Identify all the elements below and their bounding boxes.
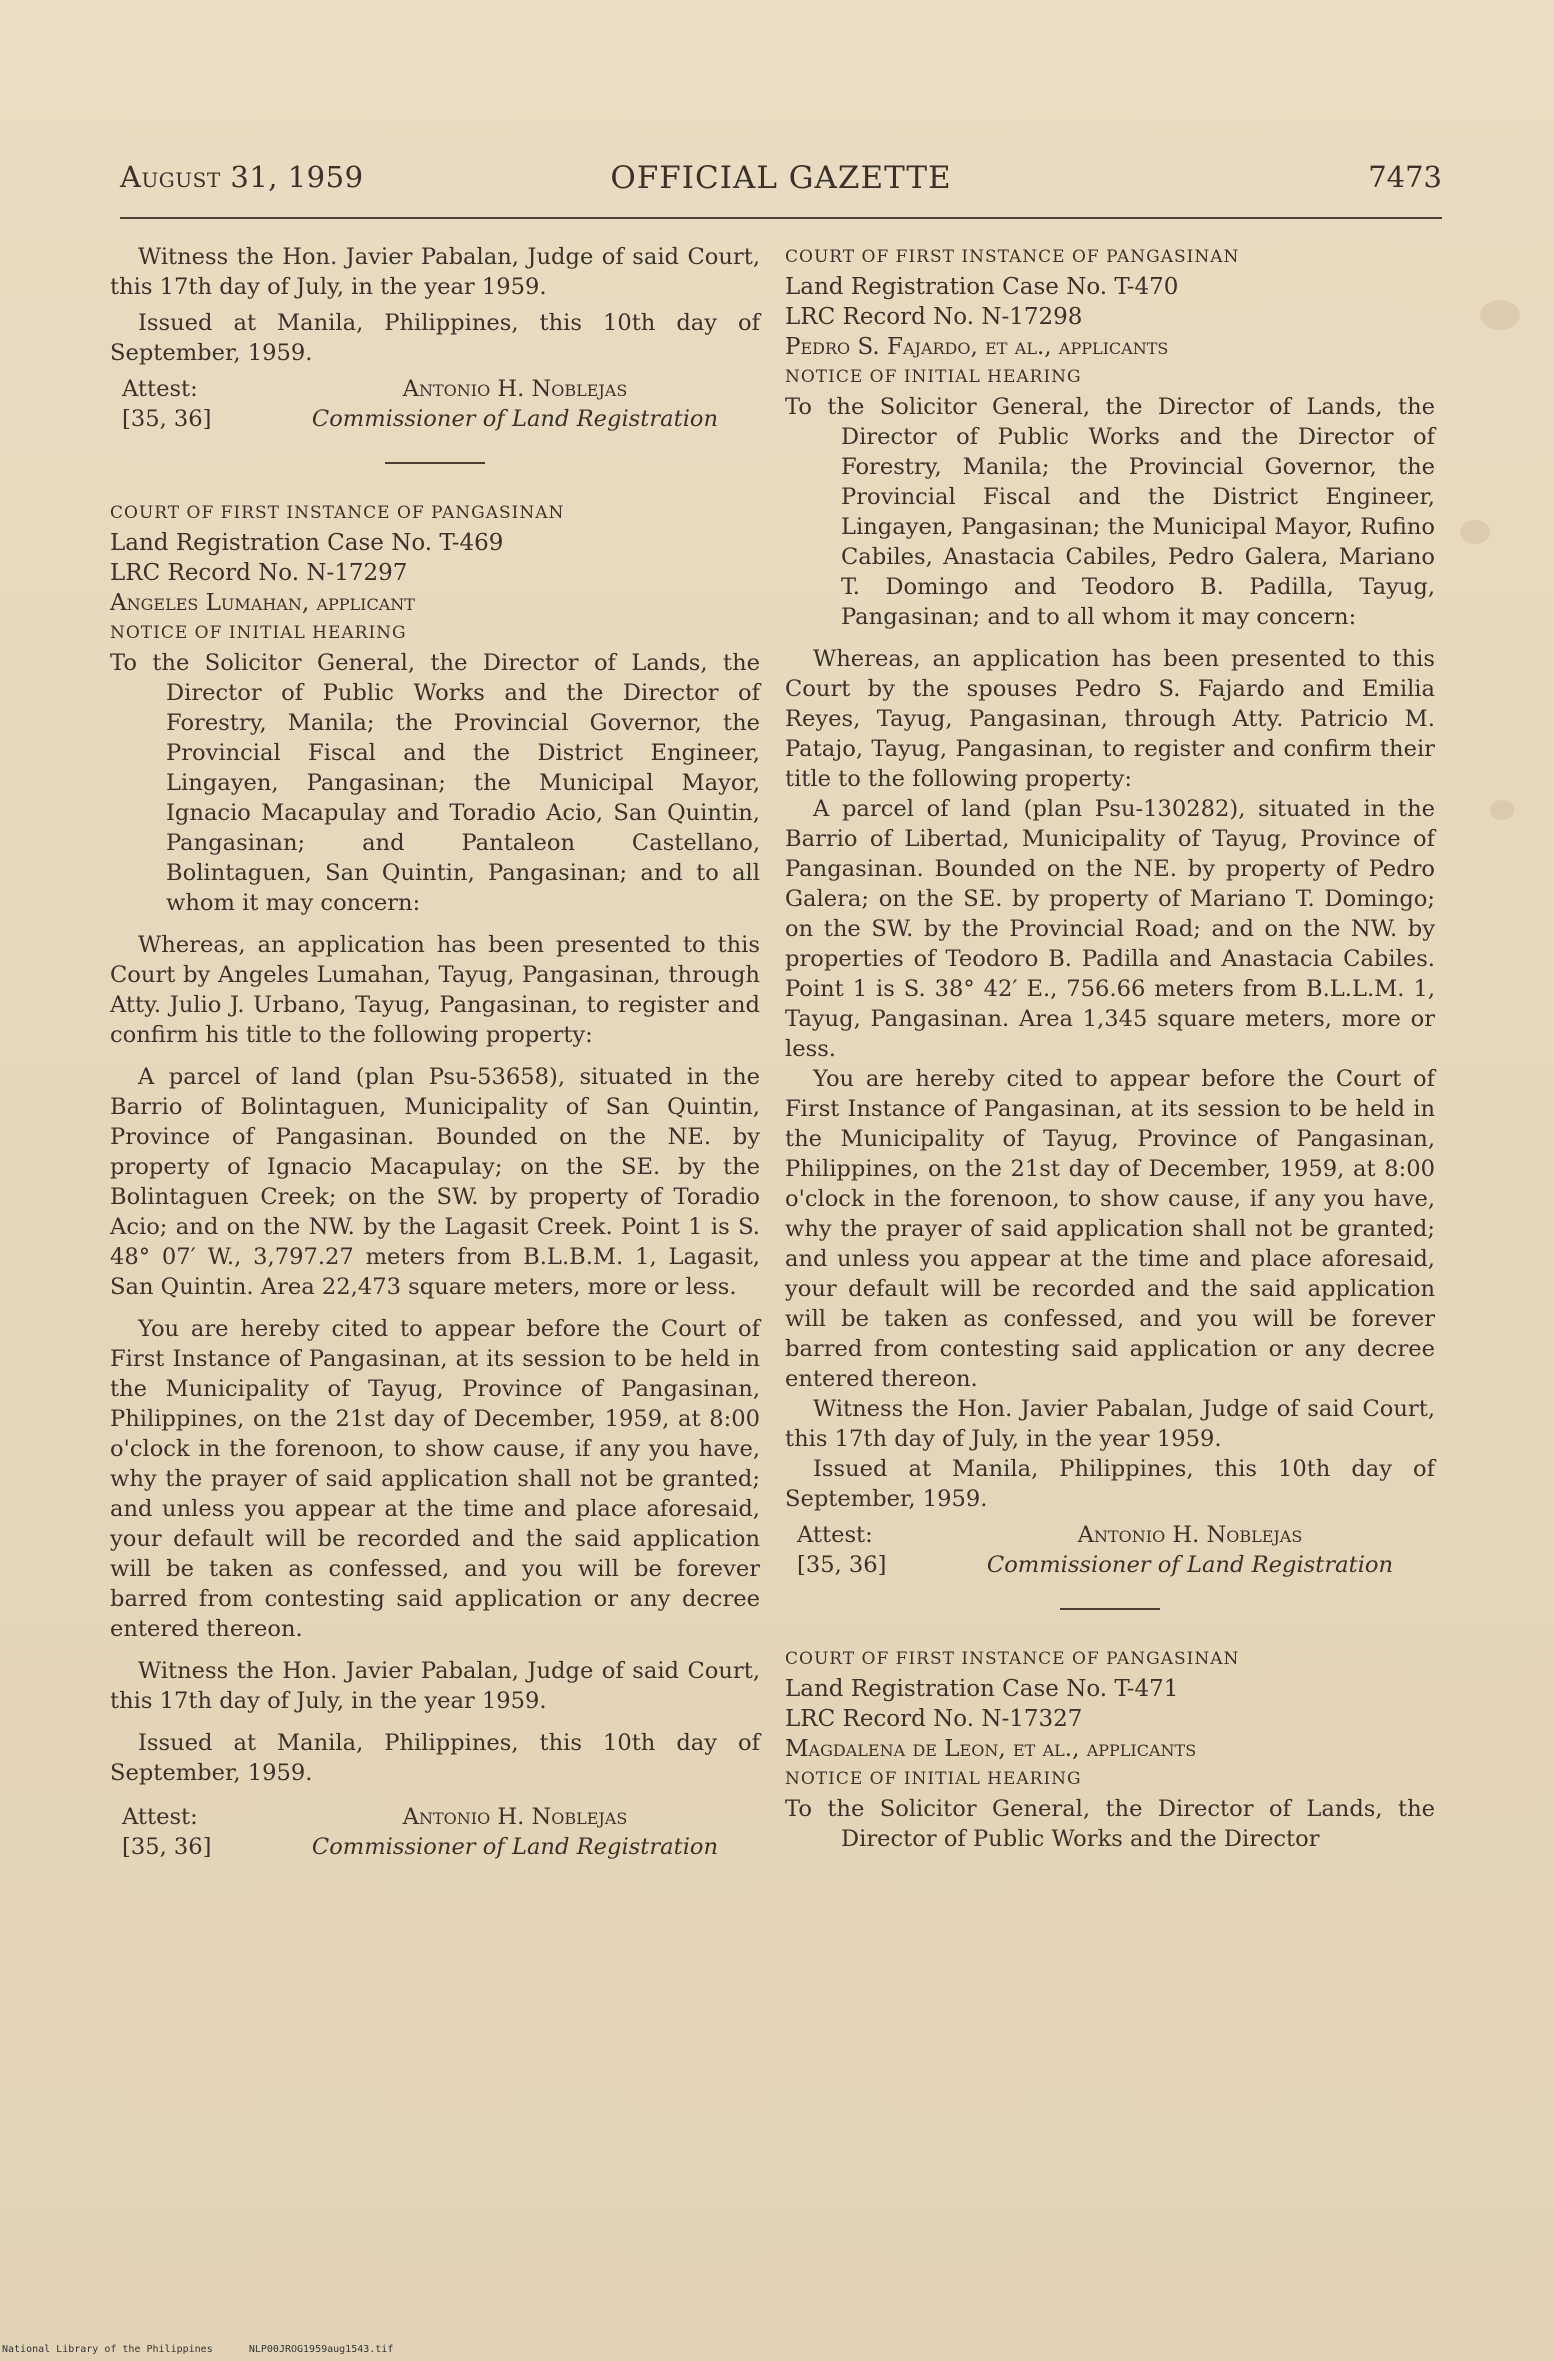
address-paragraph: To the Solicitor General, the Director of Lands, the Director of Public Works and the Director of Forestry, Manila; the Provincial Governor, the Provincial Fiscal and the District Engineer, Lingayen, Pangasinan; the Municipal Mayor, Ignacio Macapulay and Toradio Acio, San Quintin, Pangasinan; and Pantaleon Castellano, Bolintaguen, San Quintin, Pangasinan; and to all whom it may concern:	[110, 650, 760, 916]
address-paragraph: To the Solicitor General, the Director of Lands, the Director of Public Works and the Director of Forestry, Manila; the Provincial Governor, the Provincial Fiscal and the District Engineer, Lingayen, Pangasinan; the Municipal Mayor, Rufino Cabiles, Anastacia Cabiles, Pedro Galera, Mariano T. Domingo and Teodoro B. Padilla, Tayug, Pangasinan; and to all whom it may concern:	[785, 394, 1435, 630]
applicant-name: Pedro S. Fajardo, et al., applicants	[785, 334, 1169, 360]
issued-paragraph: Issued at Manila, Philippines, this 10th day of September, 1959.	[110, 310, 760, 366]
whereas-paragraph: Whereas, an application has been presented to this Court by the spouses Pedro S. Fajardo and Emilia Reyes, Tayug, Pangasinan, through Atty. Patricio M. Patajo, Tayug, Pangasinan, to register and confirm their title to the following property:	[785, 646, 1435, 792]
paper-stain	[1480, 300, 1520, 330]
record-number: LRC Record No. N-17327	[785, 1706, 1083, 1732]
reference-number: [35, 36]	[122, 406, 212, 432]
scan-footer: National Library of the Philippines NLP00JROG1959aug1543.tif	[2, 2344, 394, 2355]
paper-stain	[1460, 520, 1490, 544]
section-separator	[1060, 1608, 1160, 1610]
court-heading: COURT OF FIRST INSTANCE OF PANGASINAN	[785, 247, 1240, 267]
parcel-paragraph: A parcel of land (plan Psu-130282), situated in the Barrio of Libertad, Municipality of Tayug, Province of Pangasinan. Bounded on the NE. by property of Pedro Galera; on the SE. by property of Mariano T. Domingo; on the SW. by the Provincial Road; and on the NW. by properties of Teodoro B. Padilla and Anastacia Cabiles. Point 1 is S. 38° 42′ E., 756.66 meters from B.L.L.M. 1, Tayug, Pangasinan. Area 1,345 square meters, more or less.	[785, 796, 1435, 1062]
witness-paragraph: Witness the Hon. Javier Pabalan, Judge of said Court, this 17th day of July, in the year 1959.	[785, 1396, 1435, 1452]
court-heading: COURT OF FIRST INSTANCE OF PANGASINAN	[785, 1649, 1240, 1669]
paper-stain	[1490, 800, 1514, 820]
witness-paragraph: Witness the Hon. Javier Pabalan, Judge of said Court, this 17th day of July, in the year 1959.	[110, 244, 760, 300]
case-number: Land Registration Case No. T-469	[110, 530, 504, 556]
witness-paragraph: Witness the Hon. Javier Pabalan, Judge of said Court, this 17th day of July, in the year 1959.	[110, 1658, 760, 1714]
attest-block	[110, 374, 760, 436]
reference-number: [35, 36]	[122, 1834, 212, 1860]
attest-block	[785, 1520, 1435, 1582]
signatory-name: Antonio H. Noblejas	[1077, 1522, 1303, 1548]
whereas-paragraph: Whereas, an application has been presented to this Court by Angeles Lumahan, Tayug, Pangasinan, through Atty. Julio J. Urbano, Tayug, Pangasinan, to register and confirm his title to the following property:	[110, 932, 760, 1048]
attest-label: Attest:	[122, 376, 198, 402]
address-paragraph: To the Solicitor General, the Director of Lands, the Director of Public Works and the Director	[785, 1796, 1435, 1852]
issue-date: August 31, 1959	[120, 160, 364, 194]
notice-heading: NOTICE OF INITIAL HEARING	[785, 367, 1082, 387]
header-rule	[120, 217, 1442, 219]
applicant-name: Angeles Lumahan, applicant	[110, 590, 415, 616]
court-heading: COURT OF FIRST INSTANCE OF PANGASINAN	[110, 503, 565, 523]
record-number: LRC Record No. N-17298	[785, 304, 1083, 330]
cited-paragraph: You are hereby cited to appear before the Court of First Instance of Pangasinan, at its session to be held in the Municipality of Tayug, Province of Pangasinan, Philippines, on the 21st day of December, 1959, at 8:00 o'clock in the forenoon, to show cause, if any you have, why the prayer of said application shall not be granted; and unless you appear at the time and place aforesaid, your default will be recorded and the said application will be taken as confessed, and you will be forever barred from contesting said application or any decree entered thereon.	[110, 1316, 760, 1642]
page-number: 7473	[1368, 160, 1442, 194]
page-header	[120, 160, 1442, 210]
publication-title: OFFICIAL GAZETTE	[610, 160, 952, 196]
attest-block	[110, 1802, 760, 1864]
attest-label: Attest:	[122, 1804, 198, 1830]
applicant-name: Magdalena de Leon, et al., applicants	[785, 1736, 1197, 1762]
section-separator	[385, 462, 485, 464]
case-number: Land Registration Case No. T-470	[785, 274, 1179, 300]
parcel-paragraph: A parcel of land (plan Psu-53658), situated in the Barrio of Bolintaguen, Municipality of San Quintin, Province of Pangasinan. Bounded on the NE. by property of Ignacio Macapulay; on the SE. by the Bolintaguen Creek; on the SW. by property of Toradio Acio; and on the NW. by the Lagasit Creek. Point 1 is S. 48° 07′ W., 3,797.27 meters from B.L.B.M. 1, Lagasit, San Quintin. Area 22,473 square meters, more or less.	[110, 1064, 760, 1300]
signatory-title: Commissioner of Land Registration	[311, 406, 719, 432]
signatory-name: Antonio H. Noblejas	[402, 1804, 628, 1830]
signatory-title: Commissioner of Land Registration	[986, 1552, 1394, 1578]
record-number: LRC Record No. N-17297	[110, 560, 408, 586]
left-column	[110, 242, 760, 1864]
signatory-name: Antonio H. Noblejas	[402, 376, 628, 402]
right-column	[785, 242, 1435, 1866]
issued-paragraph: Issued at Manila, Philippines, this 10th day of September, 1959.	[785, 1456, 1435, 1512]
signatory-title: Commissioner of Land Registration	[311, 1834, 719, 1860]
notice-heading: NOTICE OF INITIAL HEARING	[110, 623, 407, 643]
reference-number: [35, 36]	[797, 1552, 887, 1578]
issued-paragraph: Issued at Manila, Philippines, this 10th day of September, 1959.	[110, 1730, 760, 1786]
case-number: Land Registration Case No. T-471	[785, 1676, 1179, 1702]
attest-label: Attest:	[797, 1522, 873, 1548]
cited-paragraph: You are hereby cited to appear before the Court of First Instance of Pangasinan, at its session to be held in the Municipality of Tayug, Province of Pangasinan, Philippines, on the 21st day of December, 1959, at 8:00 o'clock in the forenoon, to show cause, if any you have, why the prayer of said application shall not be granted; and unless you appear at the time and place aforesaid, your default will be recorded and the said application will be taken as confessed, and you will be forever barred from contesting said application or any decree entered thereon.	[785, 1066, 1435, 1392]
notice-heading: NOTICE OF INITIAL HEARING	[785, 1769, 1082, 1789]
